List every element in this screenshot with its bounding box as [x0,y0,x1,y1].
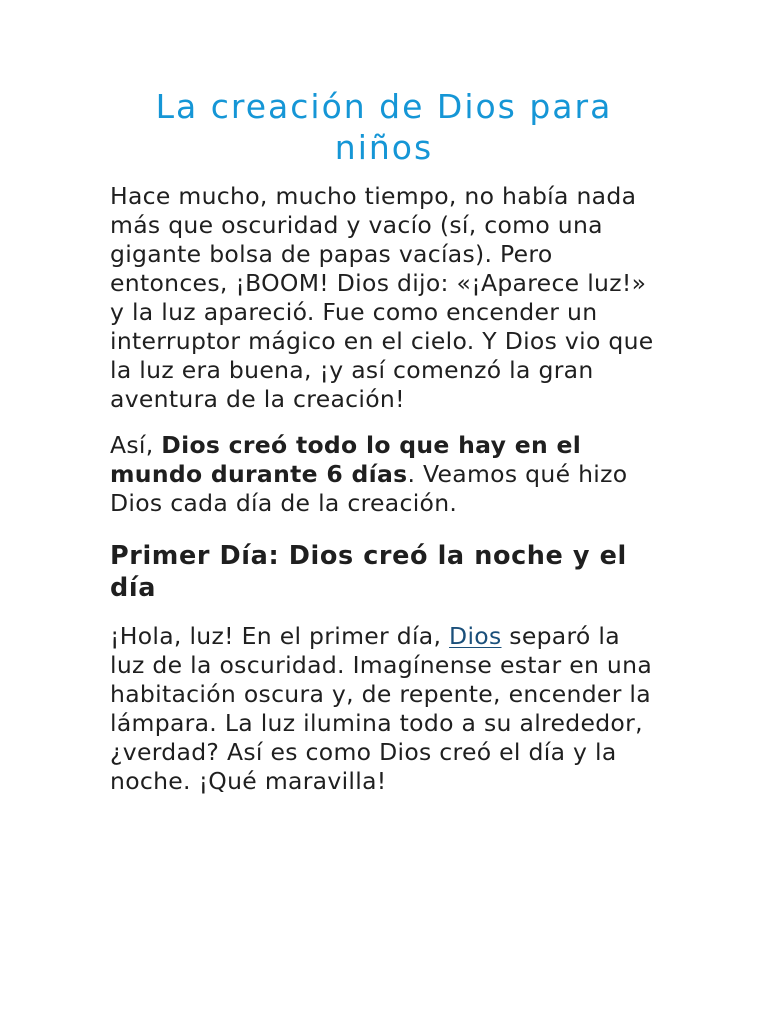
intro-paragraph: Hace mucho, mucho tiempo, no había nada más que oscuridad y vacío (sí, como una gigante bolsa de papas vacías). Pero entonces, ¡BOOM! Dios dijo: «¡Aparece luz!» y la luz apareció. Fue como encender un interruptor mágico en el cielo. Y Dios vio que la luz era buena, ¡y así comenzó la gran aventura de la creación! [110,182,654,413]
first-day-tail-text: separó la luz de la oscuridad. Imagínense estar en una habitación oscura y, de repente, encender la lámpara. La luz ilumina todo a su alrededor, ¿verdad? Así es como Dios creó el día y la noche. ¡Qué maravilla! [110,622,653,795]
summary-lead-text: Así, [110,431,162,459]
document-page [110,86,658,813]
section-heading-first-day: Primer Día: Dios creó la noche y el día [110,541,627,603]
summary-paragraph [110,431,658,518]
page-title: La creación de Dios para niños [155,87,613,167]
dios-link[interactable]: Dios [449,622,502,650]
summary-bold-text: Dios creó todo lo que hay en el mundo durante 6 días [110,431,582,488]
summary-tail-text: . Veamos qué hizo Dios cada día de la creación. [110,460,628,517]
first-day-lead-text: ¡Hola, luz! En el primer día, [110,622,450,650]
first-day-paragraph [110,622,658,796]
